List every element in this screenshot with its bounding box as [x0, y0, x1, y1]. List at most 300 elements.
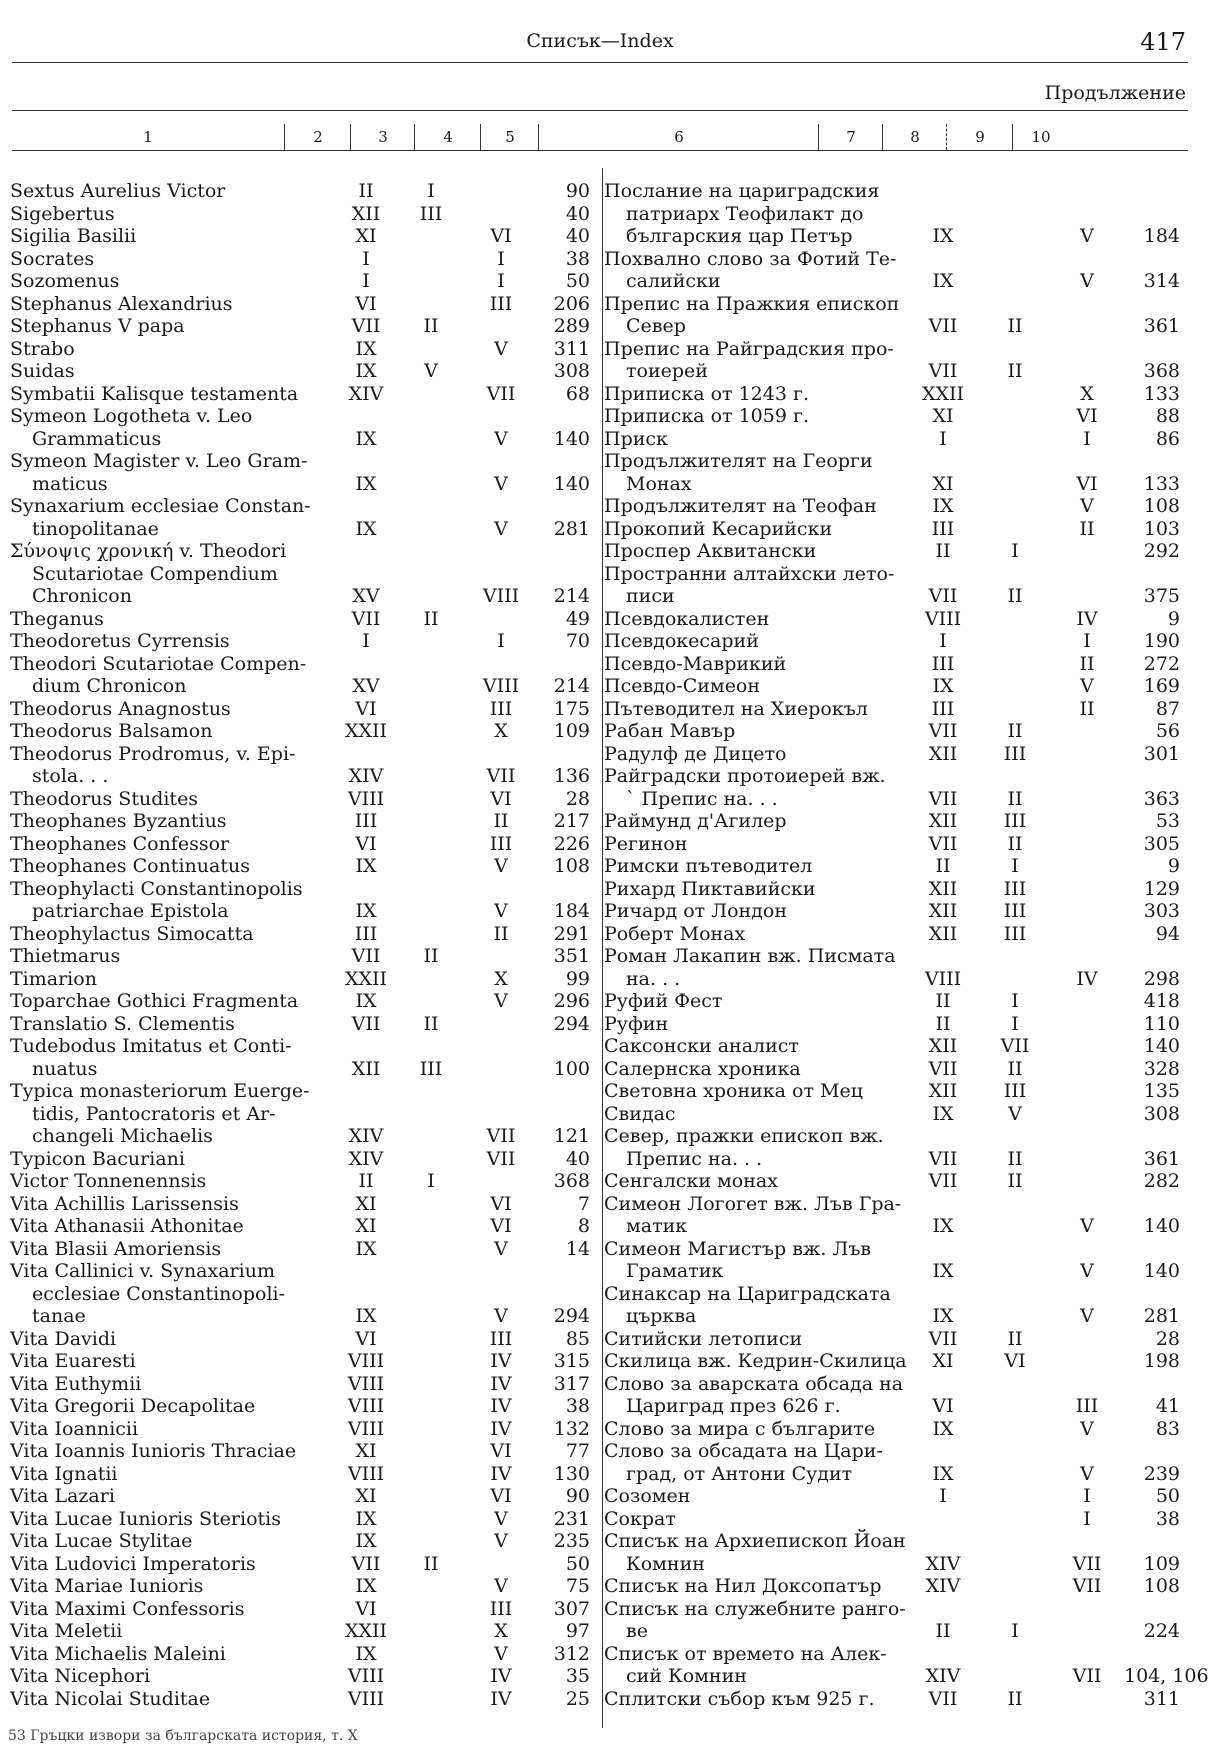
column-5-value: 289 [553, 315, 590, 337]
entry-name [604, 990, 906, 1013]
column-10-value: 129 [1143, 877, 1180, 900]
entry-name [10, 720, 332, 743]
column-4-value: VII [486, 1147, 516, 1170]
column-10-value: 314 [1143, 270, 1180, 292]
column-2-value: XI [355, 1215, 377, 1237]
column-9-value: II [1079, 652, 1095, 675]
entry-name [604, 450, 906, 495]
entry-name-line: Tudebodus Imitatus et Conti- [10, 1035, 292, 1057]
index-entry [604, 653, 1196, 676]
index-entry [604, 1485, 1196, 1508]
entry-name [10, 225, 332, 248]
column-5-value: 108 [553, 855, 590, 877]
column-2-value: VII [351, 315, 381, 337]
entry-name [604, 405, 906, 428]
column-7-value: XI [932, 405, 954, 427]
column-8-value: I [1011, 540, 1019, 562]
column-7-value: IX [932, 1462, 954, 1485]
column-divider [882, 124, 883, 150]
index-entry [604, 630, 1196, 653]
entry-name-line: Vita Achillis Larissensis [10, 1192, 239, 1215]
column-7-value: II [935, 990, 951, 1012]
entry-name [604, 878, 906, 901]
index-entry [10, 1328, 600, 1351]
column-10-value: 50 [1155, 1485, 1180, 1507]
entry-name [10, 1035, 332, 1080]
index-entry [604, 923, 1196, 946]
index-entry [10, 1013, 600, 1036]
entry-name [604, 1125, 906, 1170]
entry-name-line: Vita Gregorii Decapolitae [10, 1395, 256, 1417]
column-7-value: III [931, 517, 955, 540]
entry-name [604, 1283, 906, 1328]
entry-name-line: Сократ [604, 1507, 676, 1530]
column-5-value: 77 [565, 1440, 590, 1462]
column-5-value: 50 [565, 1552, 590, 1575]
column-10-value: 28 [1155, 1327, 1180, 1350]
entry-name-line: Проспер Аквитански [604, 540, 817, 562]
column-2-value: VIII [347, 1350, 385, 1372]
entry-name-line: Chronicon [32, 585, 132, 607]
index-entry [604, 383, 1196, 406]
column-2-value: XXII [344, 720, 388, 742]
entry-name [604, 563, 906, 608]
column-divider [284, 124, 285, 150]
entry-name-line: Sigilia Basilii [10, 225, 137, 247]
index-entry [10, 1553, 600, 1576]
column-10-value: 135 [1143, 1080, 1180, 1102]
index-entry [10, 225, 600, 248]
column-4-value: VI [490, 1440, 512, 1462]
column-9-value: VII [1072, 1575, 1102, 1597]
column-10-value: 311 [1143, 1687, 1180, 1710]
entry-name [604, 1170, 906, 1193]
column-4-value: I [497, 247, 505, 270]
index-entry [10, 203, 600, 226]
entry-name-line: Symbatii Kalisque testamenta [10, 382, 299, 405]
index-entry [10, 743, 600, 788]
column-number: 7 [846, 128, 856, 146]
column-divider [946, 124, 947, 150]
index-entry [604, 1035, 1196, 1058]
entry-name-line: Vita Ludovici Imperatoris [10, 1552, 256, 1575]
column-4-value: VII [486, 382, 516, 405]
column-5-value: 175 [553, 697, 590, 720]
column-10-value: 88 [1155, 405, 1180, 427]
column-4-value: VI [490, 1192, 512, 1215]
index-entry [604, 1328, 1196, 1351]
entry-name-line: Римски пътеводител [604, 855, 813, 877]
column-10-value: 83 [1155, 1417, 1180, 1440]
entry-name-line: tinopolitanae [32, 517, 159, 540]
column-2-value: IX [355, 855, 377, 877]
column-5-value: 40 [565, 225, 590, 247]
column-5-value: 109 [553, 720, 590, 742]
column-9-value: IV [1076, 967, 1098, 990]
column-2-value: IX [355, 1237, 377, 1260]
column-4-value: V [494, 855, 508, 877]
entry-name-line: Stephanus Alexandrius [10, 292, 233, 315]
column-5-value: 206 [553, 292, 590, 315]
index-entry [10, 653, 600, 698]
entry-name-line: Typicon Bacuriani [10, 1147, 185, 1170]
entry-name-line: Комнин [626, 1552, 705, 1575]
entry-name-line: църква [626, 1305, 697, 1327]
column-4-value: VIII [482, 675, 520, 697]
entry-name-line: Приписка от 1243 г. [604, 382, 809, 405]
entry-name-line: ecclesiae Constantinopoli- [32, 1282, 286, 1305]
column-number: 10 [1031, 128, 1051, 146]
entry-name [604, 293, 906, 338]
index-entry [10, 923, 600, 946]
column-10-value: 53 [1155, 810, 1180, 832]
entry-name-line: Псевдокалистен [604, 607, 770, 630]
column-8-value: II [1007, 832, 1023, 855]
column-7-value: VII [928, 585, 958, 607]
entry-name-line: Vita Lucae Iunioris Steriotis [10, 1507, 281, 1530]
entry-name [604, 900, 906, 923]
column-4-value: V [494, 1305, 508, 1327]
index-entry [604, 743, 1196, 766]
column-9-value: IV [1076, 607, 1098, 630]
column-7-value: VII [928, 1327, 958, 1350]
column-7-value: VII [928, 1687, 958, 1710]
entry-name [10, 1418, 332, 1441]
column-5-value: 50 [565, 270, 590, 292]
entry-name [604, 1643, 906, 1688]
column-4-value: VI [490, 1485, 512, 1507]
column-7-value: I [939, 630, 947, 652]
column-number: 6 [674, 128, 684, 146]
entry-name-line: Thietmarus [10, 945, 121, 967]
column-5-value: 315 [553, 1350, 590, 1372]
column-2-value: III [354, 810, 378, 832]
column-2-value: VIII [347, 1395, 385, 1417]
entry-name [604, 765, 906, 810]
index-entry [10, 878, 600, 923]
entry-name [604, 1328, 906, 1351]
entry-name [10, 1508, 332, 1531]
column-7-value: XI [932, 472, 954, 495]
column-8-value: II [1007, 1687, 1023, 1710]
entry-name-line: Послание на цариградския [604, 180, 880, 202]
entry-name-line: Stephanus V papa [10, 315, 185, 337]
column-2-value: XIV [348, 1125, 384, 1147]
column-2-value: VIII [347, 1665, 385, 1687]
column-9-value: II [1079, 697, 1095, 720]
entry-name [10, 810, 332, 833]
entry-name-line: Прокопий Кесарийски [604, 517, 833, 540]
entry-name [10, 270, 332, 293]
column-5-value: 317 [553, 1372, 590, 1395]
entry-name-line: Vita Meletii [10, 1620, 123, 1642]
column-10-value: 140 [1143, 1215, 1180, 1237]
index-entry [604, 1080, 1196, 1103]
entry-name [604, 518, 906, 541]
entry-name-line: Theophanes Byzantius [10, 810, 227, 832]
index-entry [10, 495, 600, 540]
entry-name [10, 1170, 332, 1193]
entry-name-line: Sozomenus [10, 270, 120, 292]
entry-name [604, 945, 906, 990]
column-9-value: I [1083, 427, 1091, 450]
entry-name [604, 1193, 906, 1238]
column-7-value: VII [928, 720, 958, 742]
column-2-value: VII [351, 1552, 381, 1575]
entry-name-line: Синаксар на Цариградската [604, 1282, 891, 1305]
column-7-value: XII [928, 900, 958, 922]
column-10-value: 140 [1143, 1035, 1180, 1057]
column-9-value: VII [1072, 1665, 1102, 1687]
column-5-value: 38 [565, 1395, 590, 1417]
index-entry [10, 1373, 600, 1396]
entry-name-line: changeli Michaelis [32, 1125, 213, 1147]
index-entry [10, 180, 600, 203]
entry-name-line: Слово за обсадата на Цари- [604, 1440, 883, 1462]
index-entry [604, 1103, 1196, 1126]
column-2-value: I [362, 630, 370, 652]
right-index-table [604, 180, 1209, 1710]
entry-name [604, 608, 906, 631]
index-entry [10, 630, 600, 653]
entry-name-line: patriarchae Epistola [32, 900, 229, 922]
column-7-value: XI [932, 1350, 954, 1372]
entry-name [10, 180, 332, 203]
entry-name [604, 810, 906, 833]
entry-name-line: Vita Ioannicii [10, 1417, 139, 1440]
entry-name [10, 248, 332, 271]
entry-name [604, 1485, 906, 1508]
column-2-value: VI [355, 1597, 377, 1620]
entry-name-line: stola. . . [32, 765, 109, 787]
column-4-value: IV [490, 1462, 512, 1485]
entry-name [604, 1103, 906, 1126]
column-2-value: IX [355, 1305, 377, 1327]
entry-name-line: Timarion [10, 967, 97, 990]
entry-name-line: Созомен [604, 1485, 691, 1507]
entry-name-line: ве [626, 1620, 648, 1642]
entry-name-line: maticus [32, 472, 108, 495]
index-entry [10, 1620, 600, 1643]
entry-name [604, 1598, 906, 1643]
column-4-value: V [494, 427, 508, 450]
entry-name [10, 203, 332, 226]
entry-name [604, 1575, 906, 1598]
entry-name [10, 1328, 332, 1351]
index-entry [10, 338, 600, 361]
entry-name-line: Север [626, 315, 686, 337]
column-5-value: 184 [553, 900, 590, 922]
entry-name-line: Theophylactus Simocatta [10, 922, 254, 945]
column-8-value: I [1011, 1620, 1019, 1642]
column-5-value: 140 [553, 427, 590, 450]
index-entry [10, 720, 600, 743]
column-4-value: V [494, 900, 508, 922]
entry-name [604, 720, 906, 743]
column-7-value: II [935, 540, 951, 562]
column-8-value: VI [1004, 1350, 1026, 1372]
column-4-value: IV [490, 1665, 512, 1687]
entry-name-line: матик [626, 1215, 688, 1237]
entry-name-line: Vita Nicolai Studitae [10, 1687, 211, 1710]
entry-name-line: Пътеводител на Хиерокъл [604, 697, 868, 720]
index-entry [10, 855, 600, 878]
entry-name [604, 248, 906, 293]
index-entry [10, 608, 600, 631]
entry-name-line: Vita Mariae Iunioris [10, 1575, 204, 1597]
column-10-value: 224 [1143, 1620, 1180, 1642]
index-entry [10, 1350, 600, 1373]
index-entry [10, 1598, 600, 1621]
entry-name [10, 878, 332, 923]
column-number: 2 [313, 128, 323, 146]
column-4-value: X [494, 967, 508, 990]
entry-name-line: тоиерей [626, 360, 708, 382]
column-9-value: V [1080, 1215, 1094, 1237]
column-4-value: VI [490, 1215, 512, 1237]
entry-name-line: Sigebertus [10, 202, 115, 225]
entry-name-line: Псевдо-Маврикий [604, 652, 787, 675]
footer-signature: 53 Гръцки извори за българската история, т. X [8, 1728, 358, 1744]
entry-name-line: Рихард Пиктавийски [604, 877, 816, 900]
column-2-value: IX [355, 427, 377, 450]
column-4-value: II [493, 810, 509, 832]
entry-name-line: Руфин [604, 1012, 669, 1035]
index-entry [10, 1463, 600, 1486]
column-7-value: IX [932, 1417, 954, 1440]
column-9-value: V [1080, 225, 1094, 247]
column-7-value: II [935, 855, 951, 877]
column-5-value: 68 [565, 382, 590, 405]
column-10-value: 272 [1143, 652, 1180, 675]
entry-name-line: Vita Callinici v. Synaxarium [10, 1260, 275, 1282]
index-entry [10, 788, 600, 811]
entry-name [604, 833, 906, 856]
entry-name-line: Симеон Логогет вж. Лъв Гра- [604, 1192, 902, 1215]
column-2-value: XI [355, 1485, 377, 1507]
index-entry [604, 428, 1196, 451]
column-2-value: I [362, 270, 370, 292]
column-4-value: V [494, 337, 508, 360]
column-2-value: VIII [347, 1372, 385, 1395]
column-5-value: 8 [577, 1215, 590, 1237]
index-entry [604, 900, 1196, 923]
entry-name [10, 788, 332, 811]
column-7-value: IX [932, 1215, 954, 1237]
column-5-value: 7 [577, 1192, 590, 1215]
column-4-value: IV [490, 1417, 512, 1440]
column-10-value: 308 [1143, 1102, 1180, 1125]
entry-name-line: Световна хроника от Мец [604, 1080, 863, 1102]
column-8-value: III [1003, 1080, 1027, 1102]
entry-name [10, 1350, 332, 1373]
column-2-value: VI [355, 292, 377, 315]
entry-name-line: Препис на Райградския про- [604, 337, 894, 360]
entry-name-line: Продължителят на Георги [604, 450, 873, 472]
index-entry [604, 1508, 1196, 1531]
entry-name [604, 630, 906, 653]
column-9-value: V [1080, 495, 1094, 517]
column-5-value: 49 [565, 607, 590, 630]
column-7-value: VII [928, 787, 958, 810]
index-entry [604, 1125, 1196, 1170]
entry-name-line: Ричард от Лондон [604, 900, 787, 922]
column-3-value: II [423, 607, 439, 630]
column-2-value: VIII [347, 1417, 385, 1440]
column-number: 9 [975, 128, 985, 146]
entry-name [10, 450, 332, 495]
index-entry [604, 1575, 1196, 1598]
column-4-value: X [494, 720, 508, 742]
column-8-value: II [1007, 360, 1023, 382]
entry-name-line: Scutariotae Compendium [32, 562, 278, 585]
entry-name [604, 1058, 906, 1081]
column-7-value: IX [932, 495, 954, 517]
entry-name [10, 1485, 332, 1508]
entry-name-line: Радулф де Дицето [604, 742, 787, 765]
column-5-value: 99 [565, 967, 590, 990]
index-entry [10, 1665, 600, 1688]
column-7-value: VIII [924, 607, 962, 630]
entry-name-line: Symeon Logotheta v. Leo [10, 405, 253, 427]
index-entry [604, 563, 1196, 608]
entry-name-line: Σύνοψις χρονική v. Theodori [10, 540, 287, 562]
entry-name-line: на. . . [626, 967, 681, 990]
entry-name-line: Псевдо-Симеон [604, 675, 761, 697]
index-entry [604, 338, 1196, 383]
column-8-value: I [1011, 990, 1019, 1012]
column-2-value: IX [355, 360, 377, 382]
entry-name-line: Сплитски събор към 925 г. [604, 1687, 875, 1710]
column-4-value: V [494, 1575, 508, 1597]
column-10-value: 190 [1143, 630, 1180, 652]
entry-name-line: Theophanes Continuatus [10, 855, 250, 877]
column-5-value: 136 [553, 765, 590, 787]
column-2-value: IX [355, 1530, 377, 1552]
index-entry [10, 1575, 600, 1598]
column-4-value: IV [490, 1372, 512, 1395]
entry-name [10, 698, 332, 721]
index-entry [604, 1688, 1196, 1711]
entry-name [10, 1373, 332, 1396]
column-2-value: II [358, 1170, 374, 1192]
index-entry [10, 1170, 600, 1193]
column-10-value: 169 [1143, 675, 1180, 697]
entry-name-line: Препис на Пражкия епископ [604, 292, 900, 315]
entry-name [604, 540, 906, 563]
entry-name-line: Слово за мира с българите [604, 1417, 876, 1440]
column-8-value: II [1007, 1327, 1023, 1350]
column-7-value: IX [932, 675, 954, 697]
entry-name-line: tanae [32, 1305, 86, 1327]
column-8-value: VII [1000, 1035, 1030, 1057]
column-10-value: 305 [1143, 832, 1180, 855]
entry-name-line: Препис на. . . [626, 1147, 763, 1170]
index-entry [604, 833, 1196, 856]
entry-name [604, 855, 906, 878]
column-4-value: V [494, 517, 508, 540]
entry-name [10, 1148, 332, 1171]
column-5-value: 307 [553, 1597, 590, 1620]
entry-name [10, 540, 332, 608]
column-10-value: 282 [1143, 1170, 1180, 1192]
entry-name [10, 1553, 332, 1576]
entry-name-line: Скилица вж. Кедрин-Скилица [604, 1350, 907, 1372]
column-2-value: XV [352, 675, 380, 697]
index-entry [10, 1238, 600, 1261]
column-10-value: 303 [1143, 900, 1180, 922]
entry-name [10, 360, 332, 383]
